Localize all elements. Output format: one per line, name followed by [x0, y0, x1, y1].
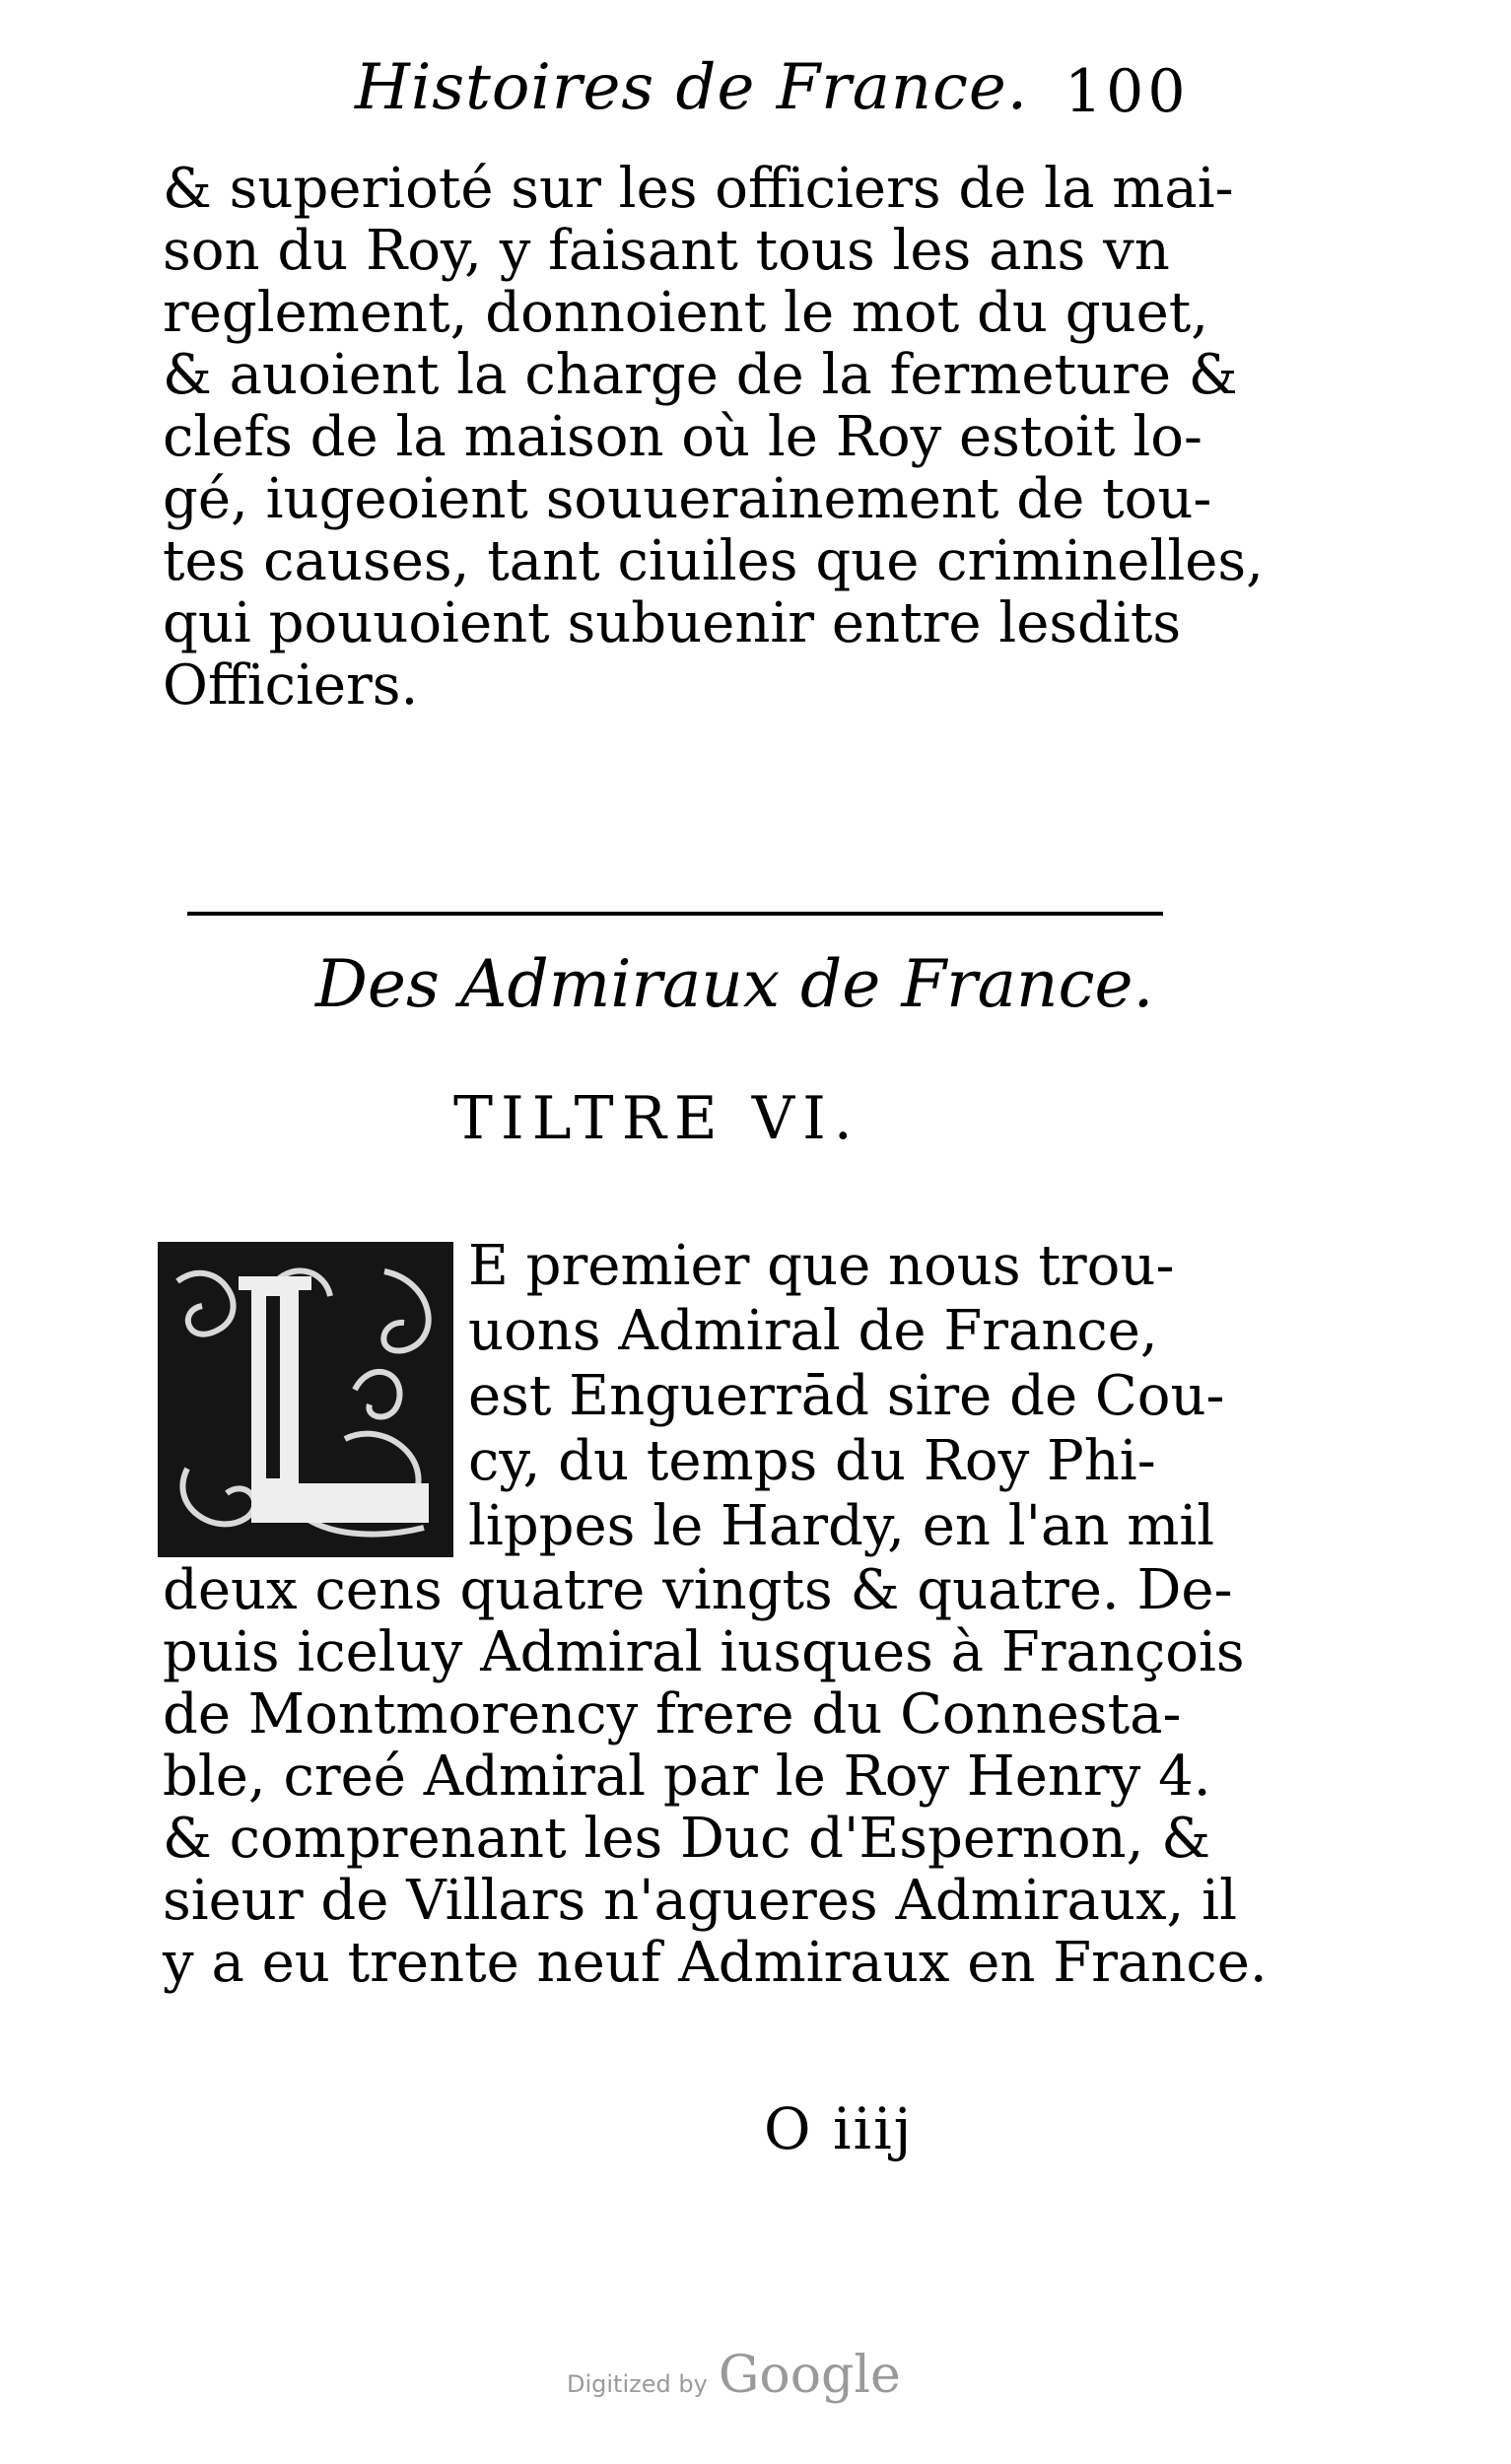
text-line: cy, du temps du Roy Phi- [468, 1429, 1156, 1493]
text-line: uons Admiral de France, [468, 1299, 1158, 1363]
section-divider [187, 912, 1163, 916]
text-line: son du Roy, y faisant tous les ans vn [163, 219, 1170, 283]
watermark-brand: Google [718, 2346, 901, 2405]
text-line: tes causes, tant ciuiles que criminelles, [163, 529, 1264, 593]
text-line: Officiers. [163, 653, 419, 718]
paragraph-officiers [163, 157, 1264, 718]
section-number: TILTRE VI. [453, 1084, 860, 1153]
text-line: de Montmorency frere du Connesta- [163, 1682, 1182, 1746]
text-line: puis iceluy Admiral iusques à François [163, 1620, 1245, 1684]
text-line: est Enguerrād sire de Cou- [468, 1364, 1225, 1428]
digitization-watermark [567, 2346, 901, 2405]
paragraph-admiraux [163, 1558, 1268, 1995]
text-line: reglement, donnoient le mot du guet, [163, 281, 1209, 345]
text-line: deux cens quatre vingts & quatre. De- [163, 1558, 1233, 1622]
text-line: E premier que nous trou- [468, 1234, 1175, 1298]
text-line: y a eu trente neuf Admiraux en France. [163, 1931, 1268, 1995]
watermark-prefix: Digitized by [567, 2370, 708, 2398]
page-number: 100 [1065, 57, 1190, 126]
text-line: clefs de la maison où le Roy estoit lo- [163, 405, 1202, 469]
running-title: Histoires de France. [355, 51, 1029, 124]
text-line: & superioté sur les officiers de la mai- [163, 157, 1234, 221]
dropcap-lines [468, 1234, 1225, 1559]
decorated-initial [158, 1242, 453, 1557]
text-line: gé, iugeoient souuerainement de tou- [163, 467, 1212, 531]
text-line: qui pouuoient subuenir entre lesdits [163, 591, 1182, 655]
text-line: & comprenant les Duc d'Espernon, & [163, 1807, 1211, 1871]
section-title: Des Admiraux de France. [315, 946, 1154, 1022]
signature-mark: O iiij [764, 2095, 914, 2162]
text-line: ble, creé Admiral par le Roy Henry 4. [163, 1745, 1211, 1809]
foliage-ornament-icon [158, 1242, 453, 1557]
text-line: lippes le Hardy, en l'an mil [468, 1494, 1215, 1558]
text-line: sieur de Villars n'agueres Admiraux, il [163, 1869, 1237, 1933]
text-line: & auoient la charge de la fermeture & [163, 343, 1238, 407]
